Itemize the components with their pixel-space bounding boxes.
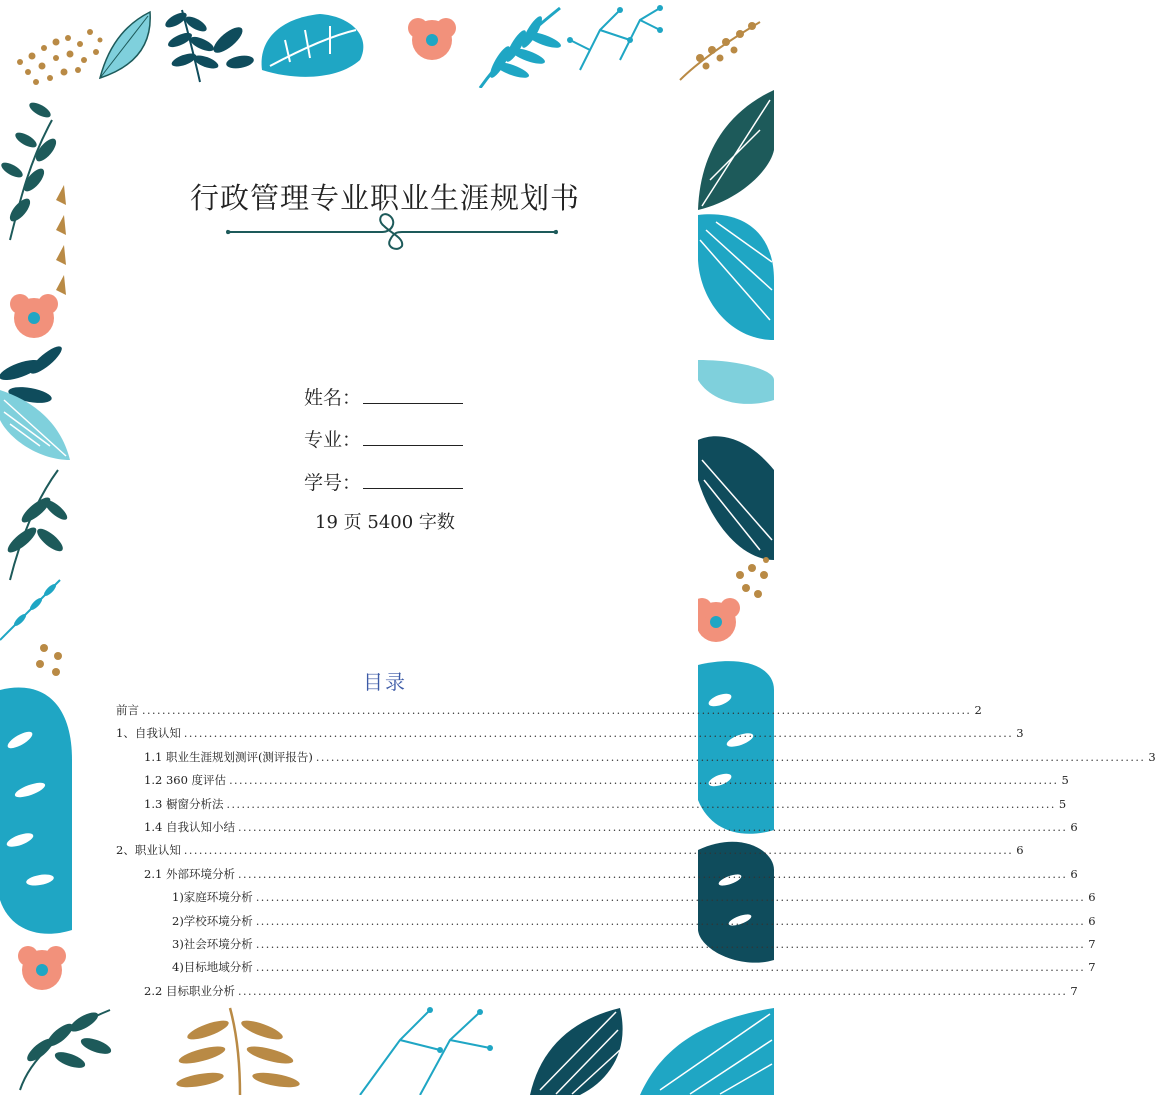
toc-entry-label: 1、自我认知 [116,726,181,741]
toc-entry-page: 6 [1070,866,1078,881]
toc-leader: ...................................................................................................................................................................... [229,774,1059,788]
toc-entry-page: 3 [1148,749,1156,764]
major-blank[interactable] [363,427,463,446]
cover-page [72,88,1156,1006]
toc-entry-label: 1.1 职业生涯规划测评(测评报告) [144,749,313,764]
toc-leader: ...................................................................................................................................................................... [226,797,1056,811]
document-title: 行政管理专业职业生涯规划书 [189,181,580,215]
left-leaves [0,100,72,990]
toc-entry-page: 3 [1016,726,1024,741]
toc-leader: ...................................................................................................................................................................... [255,937,1086,951]
major-field[interactable] [304,425,463,452]
toc-entry[interactable] [116,772,1069,795]
page-word-count: 19 页 5400 字数 [315,512,455,533]
toc-entry-page: 6 [1070,819,1078,834]
toc-entry[interactable] [116,702,982,725]
toc-entry-page: 5 [1058,796,1067,811]
toc-entry-label: 2.2 目标职业分析 [144,983,235,998]
toc-entry[interactable] [116,913,1096,936]
toc-leader: ...................................................................................................................................................................... [255,891,1086,905]
toc-leader: ...................................................................................................................................................................... [183,844,1014,858]
toc-entry-label: 4)目标地域分析 [172,960,253,975]
title-flourish [222,208,562,250]
toc-entry-page: 7 [1088,960,1096,975]
toc-entry[interactable] [116,725,1024,748]
toc-entry-page: 6 [1088,913,1096,928]
toc-entry[interactable] [116,889,1096,912]
toc-leader: ...................................................................................................................................................................... [183,727,1014,741]
toc-leader: ...................................................................................................................................................................... [255,914,1086,928]
toc-entry-label: 2.1 外部环境分析 [144,866,235,881]
toc-leader: ...................................................................................................................................................................... [142,704,972,717]
toc-entry-page: 7 [1088,936,1096,951]
toc-entry-page: 2 [974,703,982,717]
toc-leader: ...................................................................................................................................................................... [237,867,1068,881]
bottom-leaves [20,1007,774,1095]
top-leaves [17,5,760,88]
toc-leader: ...................................................................................................................................................................... [315,750,1146,764]
toc-leader: ...................................................................................................................................................................... [237,984,1068,998]
toc-entry-label: 1)家庭环境分析 [172,890,253,905]
toc-entry[interactable] [116,749,1156,772]
toc-entry-label: 1.4 自我认知小结 [144,819,235,834]
toc-entry-label: 2、职业认知 [116,843,181,858]
toc-entry-page: 7 [1070,983,1078,998]
student-id-field[interactable] [304,468,463,495]
toc-title: 目录 [363,670,407,694]
toc-entry[interactable] [116,936,1096,959]
name-blank[interactable] [363,385,463,404]
toc-entry-label: 1.2 360 度评估 [144,773,227,788]
toc-leader: ...................................................................................................................................................................... [237,820,1068,834]
toc-entry-label: 2)学校环境分析 [172,913,253,928]
student-id-label: 学号： [304,472,362,494]
toc-entry[interactable] [116,983,1078,1006]
toc-entry[interactable] [116,866,1078,889]
toc-entry-label: 前言 [116,703,139,717]
toc-entry-label: 1.3 橱窗分析法 [144,796,224,811]
name-label: 姓名： [304,387,362,409]
toc-entry[interactable] [116,842,1024,865]
toc-entry[interactable] [116,796,1067,819]
table-of-contents [116,702,1156,1006]
name-field[interactable] [304,383,463,410]
toc-entry[interactable] [116,959,1096,982]
toc-entry[interactable] [116,819,1078,842]
student-id-blank[interactable] [363,470,463,489]
toc-entry-label: 3)社会环境分析 [172,936,253,951]
major-label: 专业： [304,429,362,451]
toc-entry-page: 5 [1061,773,1069,788]
toc-entry-page: 6 [1016,843,1024,858]
toc-leader: ...................................................................................................................................................................... [255,961,1086,975]
toc-entry-page: 6 [1088,890,1096,905]
